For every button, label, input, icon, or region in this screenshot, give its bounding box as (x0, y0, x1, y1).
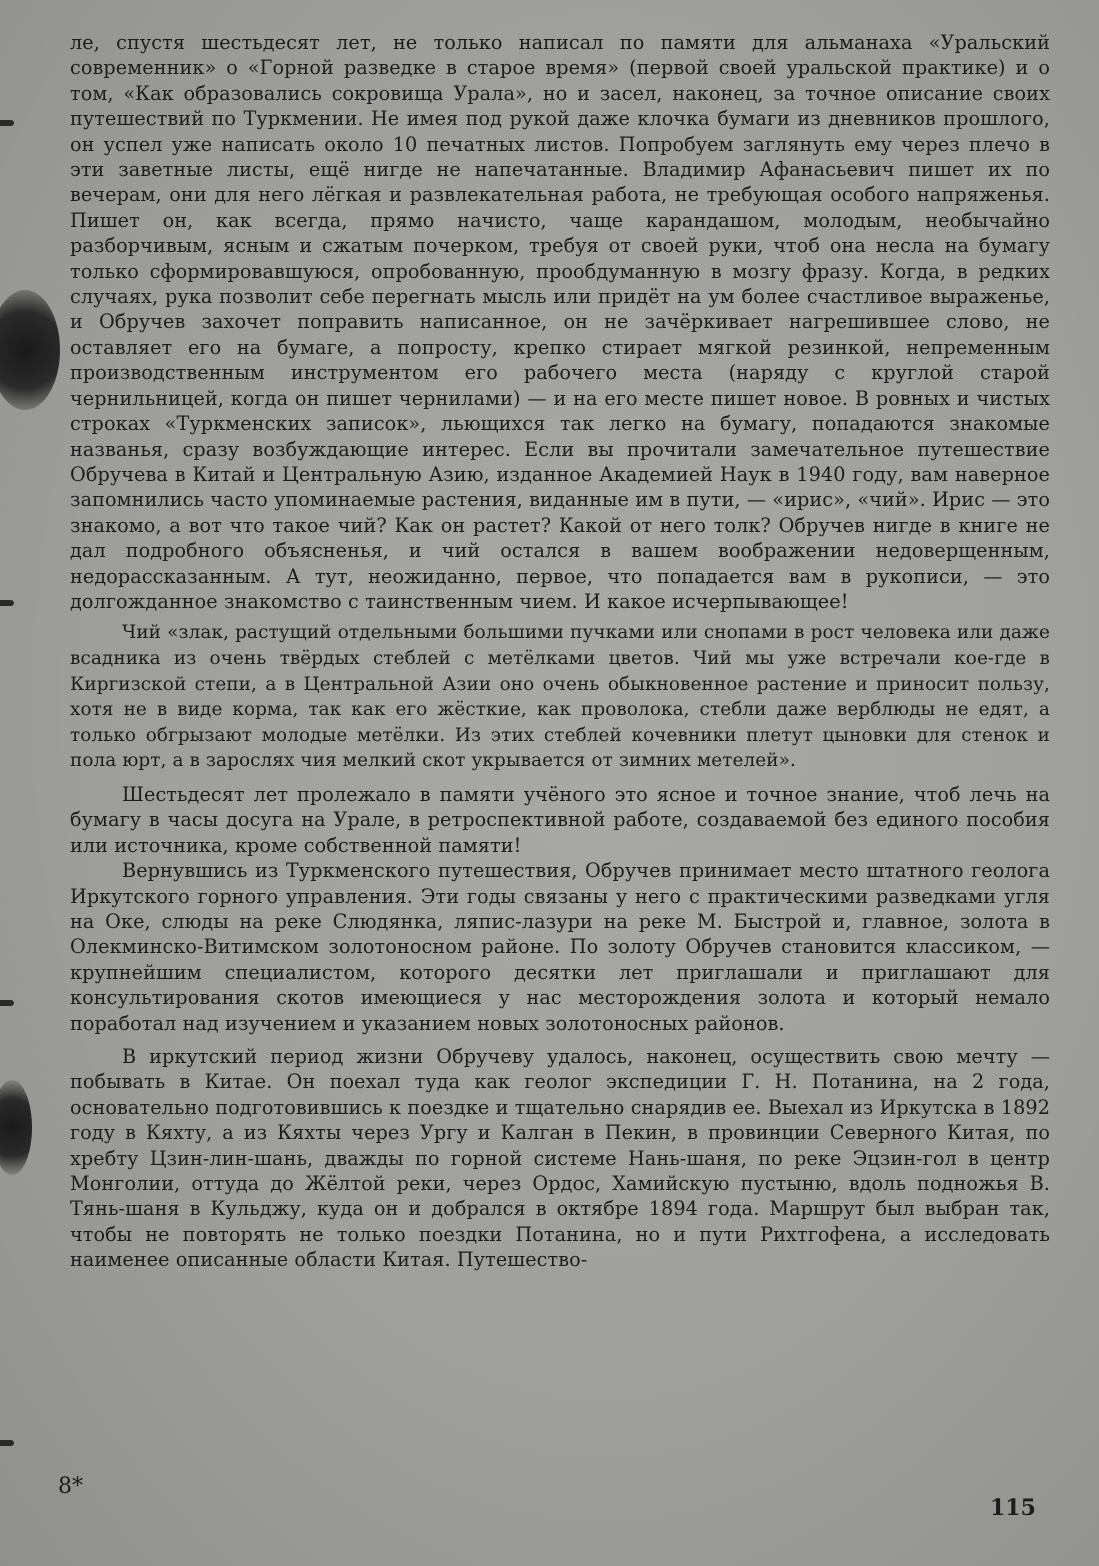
paper-tear (0, 600, 14, 606)
body-text (70, 30, 1050, 1273)
page-number: 115 (990, 1495, 1036, 1521)
paragraph: Шестьдесят лет пролежало в памяти учёного это ясное и точное знание, чтоб лечь на бумагу в часы досуга на Урале, в ретроспективной работе, создаваемой без единого пособия или источника, кроме собственной памяти! (70, 782, 1050, 857)
ink-stain (0, 1080, 32, 1175)
paragraph: В иркутский период жизни Обручеву удалось, наконец, осуществить свою мечту — побывать в Китае. Он поехал туда как геолог экспедиции Г. Н. Потанина, на 2 года, основательно подготовившись к поездке и тщательно снарядив ее. Выехал из Иркутска в 1892 году в Кяхту, а из Кяхты через Ургу и Калган в Пекин, в провинции Северного Китая, по хребту Цзин-лин-шань, дважды по горной системе Нань-шаня, по реке Эцзин-гол в центр Монголии, оттуда до Жёлтой реки, через Ордос, Хамийскую пустыню, вдоль подножья В. Тянь-шаня в Кульджу, куда он и добрался в октябре 1894 года. Маршрут был выбран так, чтобы не повторять не только поездки Потанина, но и пути Рихтгофена, а исследовать наименее описанные области Китая. Путешество- (70, 1044, 1050, 1272)
signature-mark: 8* (58, 1474, 83, 1499)
paper-tear (0, 1440, 14, 1446)
quote-paragraph: Чий «злак, растущий отдельными большими пучками или снопами в рост человека или даже всадника из очень твёрдых стеблей с метёлками цветов. Чий мы уже встречали кое-где в Киргизской степи, а в Центральной Азии оно очень обыкновенное растение и приносит пользу, хотя не в виде корма, так как его жёсткие, как проволока, стебли даже верблюды не едят, а только обгрызают молодые метёлки. Из этих стеблей кочевники плетут цыновки для стенок и пола юрт, а в зарослях чия мелкий скот укрывается от зимних метелей». (70, 622, 1050, 772)
paragraph: ле, спустя шестьдесят лет, не только написал по памяти для альманаха «Уральский современник» о «Горной разведке в старое время» (первой своей уральской практике) и о том, «Как образовались сокровища Урала», но и засел, наконец, за точное описание своих путешествий по Туркмении. Не имея под рукой даже клочка бумаги из дневников прошлого, он успел уже написать около 10 печатных листов. Попробуем заглянуть ему через плечо в эти заветные листы, ещё нигде не напечатанные. Владимир Афанасьевич пишет их по вечерам, они для него лёгкая и развлекательная работа, не требующая особого напряженья. Пишет он, как всегда, прямо начисто, чаще карандашом, молодым, необычайно разборчивым, ясным и сжатым почерком, требуя от своей руки, чтоб она несла на бумагу только сформировавшуюся, опробованную, прообдуманную в мозгу фразу. Когда, в редких случаях, рука позволит себе перегнать мысль или придёт на ум более счастливое выраженье, и Обручев захочет поправить написанное, он не зачёркивает нагрешившее слово, не оставляет его на бумаге, а попросту, крепко стирает мягкой резинкой, непременным производственным инструментом его рабочего места (наряду с круглой старой чернильницей, когда он пишет чернилами) — и на его месте пишет новое. В ровных и чистых строках «Туркменских записок», льющихся так легко на бумагу, попадаются знакомые названья, сразу возбуждающие интерес. Если вы прочитали замечательное путешествие Обручева в Китай и Центральную Азию, изданное Академией Наук в 1940 году, вам наверное запомнились часто упоминаемые растения, виданные им в пути, — «ирис», «чий». Ирис — это знакомо, а вот что такое чий? Как он растет? Какой от него толк? Обручев нигде в книге не дал подробного объясненья, и чий остался в вашем воображении недоверщенным, недорассказанным. А тут, неожиданно, первое, что попадается вам в рукописи, — это долгожданное знакомство с таинственным чием. И какое исчерпывающее! (70, 31, 1050, 613)
paper-tear (0, 120, 14, 126)
ink-stain (0, 290, 60, 410)
paper-tear (0, 1000, 14, 1006)
paragraph: Вернувшись из Туркменского путешествия, Обручев принимает место штатного геолога Иркутского горного управления. Эти годы связаны у него с практическими разведками угля на Оке, слюды на реке Слюдянка, ляпис-лазури на реке М. Быстрой и, главное, золота в Олекминско-Витимском золотоносном районе. По золоту Обручев становится классиком, — крупнейшим специалистом, которого десятки лет приглашали и приглашают для консультирования скотов имеющиеся у нас месторождения золота и который немало поработал над изучением и указанием новых золотоносных районов. (70, 859, 1050, 1035)
